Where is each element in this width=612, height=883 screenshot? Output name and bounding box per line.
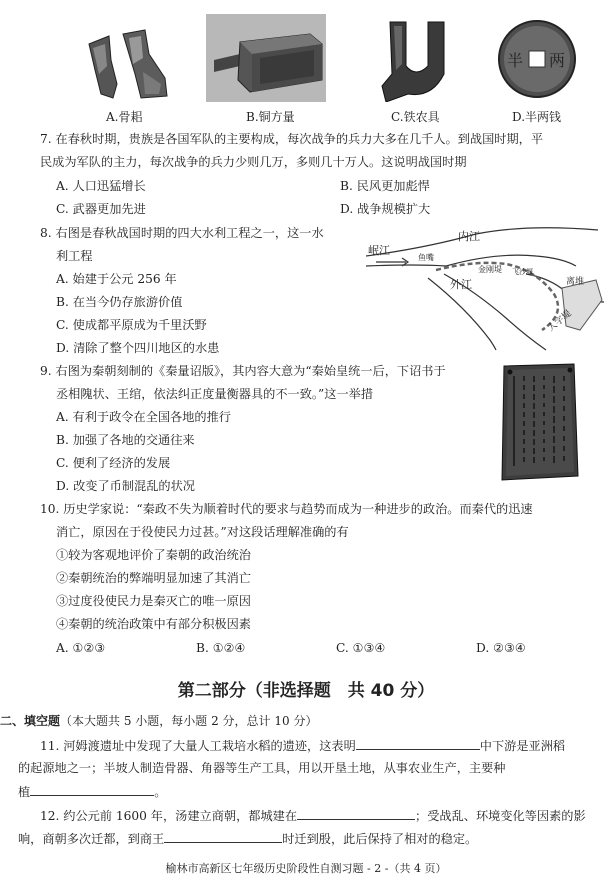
q12-text-3: 响，商朝多次迁都，到商王 (18, 832, 165, 846)
q7-option-d[interactable]: D. 战争规模扩大 (340, 202, 431, 216)
q11-line-3 (18, 782, 166, 801)
q10-line-2: 消亡，原因在于役使民力过甚。”对这段话理解准确的有 (56, 525, 349, 539)
q9-option-b[interactable]: B. 加强了各地的交通往来 (56, 433, 195, 447)
q10-item-1: ①较为客观地评价了秦朝的政治统治 (56, 548, 251, 562)
map-label-minjiang: 岷江 (368, 244, 390, 257)
q12-text-4: 时迁到殷，此后保持了相对的稳定。 (282, 832, 478, 846)
q8-option-b[interactable]: B. 在当今仍存旅游价值 (56, 295, 183, 309)
coin-right-character: 两 (549, 51, 566, 70)
q11-blank-2[interactable] (30, 782, 154, 796)
iron-tool-photo (372, 14, 462, 102)
q10-item-3: ③过度役使民力是秦灭亡的唯一原因 (56, 594, 251, 608)
q11-text-2: 中下游是亚洲稻 (479, 739, 566, 753)
page-footer: 榆林市高新区七年级历史阶段性自测习题 - 2 -（共 4 页） (165, 862, 447, 875)
q12-text-2: ；受战乱、环境变化等因素的影 (415, 809, 586, 823)
q8-line-2: 利工程 (56, 249, 93, 263)
caption-b: B.铜方量 (246, 110, 295, 124)
q7-line-1: 7. 在春秋时期，贵族是各国军队的主要构成，每次战争的兵力大多在几千人。到战国时期，平 (40, 132, 544, 146)
q12-blank-2[interactable] (164, 829, 282, 843)
q11-line-2: 的起源地之一；半坡人制造骨器、角器等生产工具，用以开垦土地，从事农业生产，主要种 (18, 761, 506, 775)
q9-option-d[interactable]: D. 改变了币制混乱的状况 (56, 479, 195, 493)
banliang-coin-photo (496, 18, 578, 100)
q9-line-2: 丞相隗状、王绾，依法纠正度量衡器具的不一致。”这一举措 (56, 387, 374, 401)
section-two-note: （本大题共 5 小题，每小题 2 分，总计 10 分） (60, 714, 318, 728)
q12-line-1 (40, 806, 586, 825)
q8-option-d[interactable]: D. 清除了整个四川地区的水患 (56, 341, 220, 355)
q12-line-2 (18, 829, 477, 848)
q11-text-4: 。 (154, 785, 167, 799)
q7-option-b[interactable]: B. 民风更加彪悍 (340, 179, 430, 193)
coin-left-character: 半 (507, 51, 524, 70)
qin-edict-plaque-photo (498, 362, 580, 482)
map-label-neijiang: 内江 (458, 230, 480, 243)
q7-line-2: 民成为军队的主力，每次战争的兵力少则几万，多则几十万人。这说明战国时期 (40, 155, 467, 169)
caption-a: A.骨耜 (106, 110, 143, 124)
map-label-renzidi: 人字堤 (546, 308, 574, 334)
q10-option-d[interactable]: D. ②③④ (476, 641, 526, 655)
caption-d: D.半两钱 (512, 110, 562, 124)
q7-option-c[interactable]: C. 武器更加先进 (56, 202, 146, 216)
q10-option-c[interactable]: C. ①③④ (336, 641, 386, 655)
q10-option-b[interactable]: B. ①②④ (196, 641, 246, 655)
q8-line-1: 8. 右图是春秋战国时期的四大水利工程之一，这一水 (40, 226, 324, 240)
q7-option-a[interactable]: A. 人口迅猛增长 (56, 179, 146, 193)
q10-item-4: ④秦朝的统治政策中有部分积极因素 (56, 617, 251, 631)
q11-text-3: 植 (18, 785, 31, 799)
q8-option-c[interactable]: C. 使成都平原成为千里沃野 (56, 318, 207, 332)
dujiangyan-map (366, 222, 604, 352)
map-label-waijiang: 外江 (450, 278, 472, 291)
bronze-measure-photo (206, 14, 326, 102)
part-two-heading: 第二部分（非选择题 共 40 分） (177, 681, 435, 701)
q9-option-c[interactable]: C. 便利了经济的发展 (56, 456, 171, 470)
bone-spade-photo (83, 14, 179, 102)
caption-c: C.铁农具 (391, 110, 440, 124)
map-label-feishayan: 飞沙堰 (512, 268, 533, 276)
q9-line-1: 9. 右图为秦朝刻制的《秦量诏版》，其内容大意为“秦始皇统一后，下诏书于 (40, 364, 446, 378)
q11-blank-1[interactable] (356, 736, 480, 750)
q10-item-2: ②秦朝统治的弊端明显加速了其消亡 (56, 571, 251, 585)
section-two-label: 二、填空题 (0, 714, 61, 728)
map-label-yuzui: 鱼嘴 (418, 253, 434, 262)
q9-option-a[interactable]: A. 有利于政令在全国各地的推行 (56, 410, 231, 424)
q11-text-1: 11. 河姆渡遗址中发现了大量人工栽培水稻的遗迹，这表明 (40, 739, 356, 753)
map-label-jingangdi: 金刚堤 (478, 265, 502, 274)
q11-line-1 (40, 736, 565, 755)
q12-blank-1[interactable] (297, 806, 415, 820)
q8-option-a[interactable]: A. 始建于公元 256 年 (56, 272, 177, 286)
section-two-heading (0, 712, 317, 729)
map-label-lidui: 离堆 (566, 277, 585, 287)
q12-text-1: 12. 约公元前 1600 年，汤建立商朝，都城建在 (40, 809, 298, 823)
q10-line-1: 10. 历史学家说：“秦政不失为顺着时代的要求与趋势而成为一种进步的政治。而秦代的迅速 (40, 502, 533, 516)
q10-option-a[interactable]: A. ①②③ (56, 641, 106, 655)
